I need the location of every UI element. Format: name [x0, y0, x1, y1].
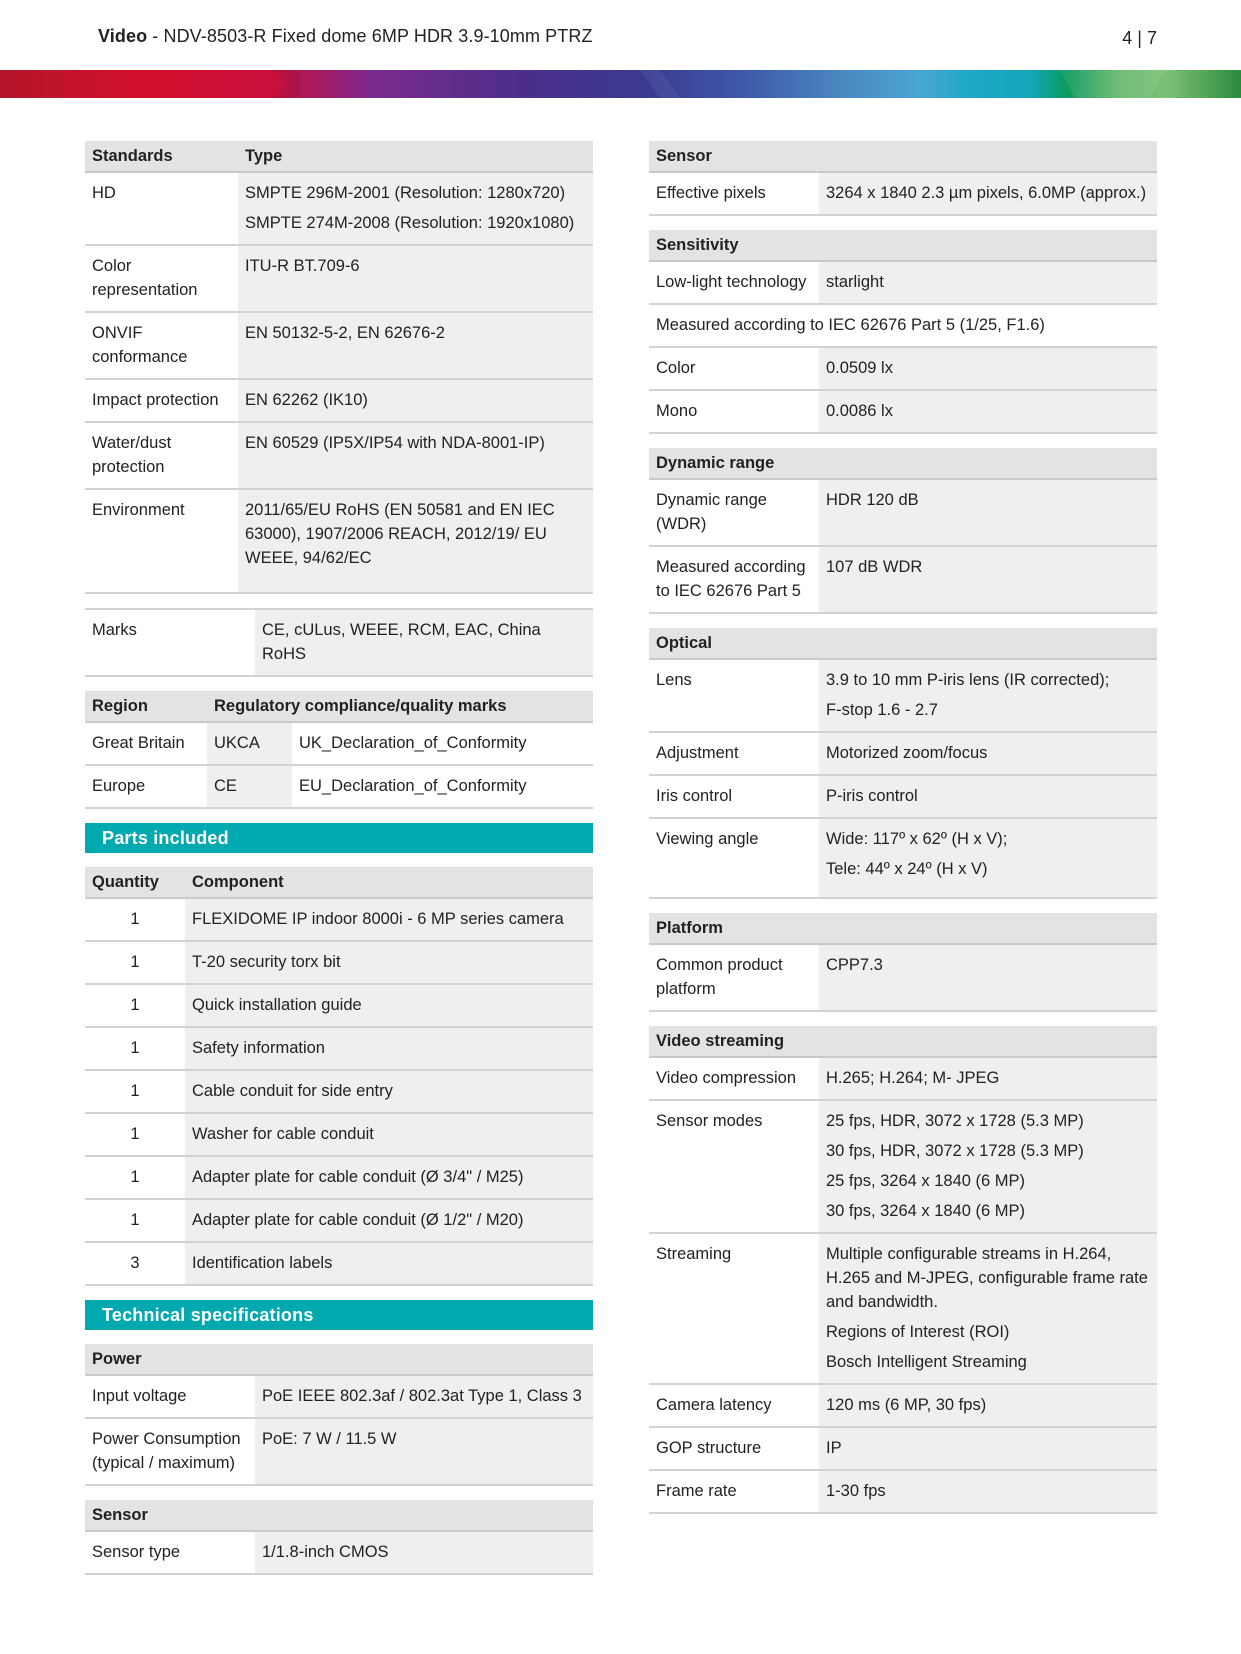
region-header: Region — [85, 691, 207, 722]
table-row — [85, 1027, 593, 1070]
parts-table — [85, 867, 593, 1286]
table-cell-label: HD — [85, 172, 238, 245]
table-row — [85, 1113, 593, 1156]
table-cell-label: Effective pixels — [649, 172, 819, 215]
table-cell-label: Low-light technology — [649, 261, 819, 304]
table-cell-label: 1 — [85, 1027, 185, 1070]
table-cell-label: 1 — [85, 898, 185, 941]
right-column — [649, 141, 1157, 1514]
table-cell-value: Quick installation guide — [185, 984, 593, 1027]
standards-header: Standards — [85, 141, 238, 172]
table-row — [649, 1233, 1157, 1384]
table-cell-value: Motorized zoom/focus — [819, 732, 1157, 775]
table-cell-value: 2011/65/EU RoHS (EN 50581 and EN IEC 63000), 1907/2006 REACH, 2012/19/ EU WEEE, 94/62/EC — [238, 489, 593, 593]
table-cell-label: 1 — [85, 1070, 185, 1113]
sensor-header: Sensor — [85, 1500, 593, 1531]
table-cell-label: Water/dust protection — [85, 422, 238, 489]
table-cell-value: Washer for cable conduit — [185, 1113, 593, 1156]
table-row — [85, 379, 593, 422]
table-row — [649, 1384, 1157, 1427]
table-cell-value: ITU-R BT.709-6 — [238, 245, 593, 312]
sensor-table — [649, 141, 1157, 216]
power-header: Power — [85, 1344, 593, 1375]
table-row — [649, 659, 1157, 732]
table-cell-label: Iris control — [649, 775, 819, 818]
marks-table — [85, 608, 593, 677]
table-cell-value: 25 fps, HDR, 3072 x 1728 (5.3 MP) 30 fps, HDR, 3072 x 1728 (5.3 MP) 25 fps, 3264 x 1840 (6 MP) 30 fps, 3264 x 1840 (6 MP) — [819, 1100, 1157, 1233]
table-row — [85, 898, 593, 941]
table-cell-label: Europe — [85, 765, 207, 808]
technical-specifications-heading: Technical specifications — [85, 1300, 593, 1330]
table-cell-value: Identification labels — [185, 1242, 593, 1285]
table-cell-label: EU_Declaration_of_Conformity — [292, 765, 593, 808]
compliance-header: Regulatory compliance/quality marks — [207, 691, 593, 722]
table-cell-value: Wide: 117º x 62º (H x V); Tele: 44º x 24º (H x V) — [819, 818, 1157, 898]
table-cell-label: Dynamic range (WDR) — [649, 479, 819, 546]
table-row — [85, 312, 593, 379]
table-cell-value: Multiple configurable streams in H.264, H.265 and M-JPEG, configurable frame rate and bandwidth. Regions of Interest (ROI) Bosch Intelligent Streaming — [819, 1233, 1157, 1384]
table-row — [85, 245, 593, 312]
table-cell-label: 3 — [85, 1242, 185, 1285]
parts-included-heading: Parts included — [85, 823, 593, 853]
table-cell-label: 1 — [85, 941, 185, 984]
table-cell-label: Mono — [649, 390, 819, 433]
left-column — [85, 141, 593, 1575]
table-row — [649, 1427, 1157, 1470]
table-cell-label: Input voltage — [85, 1375, 255, 1418]
table-cell-value: 0.0086 lx — [819, 390, 1157, 433]
table-cell-value: Safety information — [185, 1027, 593, 1070]
table-cell-label: Color — [649, 347, 819, 390]
table-row — [649, 732, 1157, 775]
table-row — [85, 1418, 593, 1485]
page-number: 4 | 7 — [1122, 28, 1157, 48]
table-cell-label: Environment — [85, 489, 238, 593]
table-cell-value: 0.0509 lx — [819, 347, 1157, 390]
table-cell-value: 3264 x 1840 2.3 µm pixels, 6.0MP (approx.) — [819, 172, 1157, 215]
table-cell-label: UK_Declaration_of_Conformity — [292, 722, 593, 765]
table-cell-label: Measured according to IEC 62676 Part 5 — [649, 546, 819, 613]
table-cell-label: Streaming — [649, 1233, 819, 1384]
table-row — [85, 1070, 593, 1113]
table-cell-label: Adjustment — [649, 732, 819, 775]
table-row — [85, 765, 593, 808]
region-table — [85, 691, 593, 809]
table-row — [85, 1375, 593, 1418]
table-cell-value: CE, cULus, WEEE, RCM, EAC, China RoHS — [255, 609, 593, 676]
table-cell-value: EN 50132-5-2, EN 62676-2 — [238, 312, 593, 379]
table-cell-label: GOP structure — [649, 1427, 819, 1470]
table-row — [649, 172, 1157, 215]
table-cell-label: Lens — [649, 659, 819, 732]
sensitivity-header: Sensitivity — [649, 230, 1157, 261]
type-header: Type — [238, 141, 593, 172]
table-row — [649, 304, 1157, 347]
table-cell-value: 107 dB WDR — [819, 546, 1157, 613]
platform-table — [649, 913, 1157, 1012]
component-header: Component — [185, 867, 593, 898]
video-streaming-header: Video streaming — [649, 1026, 1157, 1057]
table-row — [85, 984, 593, 1027]
table-cell-value: starlight — [819, 261, 1157, 304]
table-cell-value: HDR 120 dB — [819, 479, 1157, 546]
sensor-type-table — [85, 1500, 593, 1575]
optical-table — [649, 628, 1157, 899]
table-cell-value: PoE IEEE 802.3af / 802.3at Type 1, Class 3 — [255, 1375, 593, 1418]
brand-color-band — [0, 70, 1241, 98]
table-row — [649, 546, 1157, 613]
table-cell-label: Power Consumption (typical / maximum) — [85, 1418, 255, 1485]
table-cell-value: PoE: 7 W / 11.5 W — [255, 1418, 593, 1485]
table-cell-label: ONVIF conformance — [85, 312, 238, 379]
table-row — [85, 609, 593, 676]
table-row — [85, 172, 593, 245]
sensor-header: Sensor — [649, 141, 1157, 172]
table-cell-label: Frame rate — [649, 1470, 819, 1513]
optical-header: Optical — [649, 628, 1157, 659]
sensitivity-table — [649, 230, 1157, 434]
table-cell-value: H.265; H.264; M- JPEG — [819, 1057, 1157, 1100]
table-cell-value: CE — [207, 765, 292, 808]
table-row — [649, 347, 1157, 390]
power-table — [85, 1344, 593, 1486]
document-title: Video - NDV-8503-R Fixed dome 6MP HDR 3.9-10mm PTRZ — [98, 26, 593, 46]
table-cell-label: 1 — [85, 1156, 185, 1199]
table-row — [85, 1156, 593, 1199]
platform-header: Platform — [649, 913, 1157, 944]
table-cell-label: Sensor type — [85, 1531, 255, 1574]
table-cell-value: FLEXIDOME IP indoor 8000i - 6 MP series camera — [185, 898, 593, 941]
table-row — [85, 489, 593, 593]
table-cell-value: P-iris control — [819, 775, 1157, 818]
dynamic-range-table — [649, 448, 1157, 614]
table-cell-label: Impact protection — [85, 379, 238, 422]
table-row — [649, 390, 1157, 433]
table-row — [85, 1242, 593, 1285]
table-cell-label: Viewing angle — [649, 818, 819, 898]
table-cell-label: 1 — [85, 984, 185, 1027]
table-row — [649, 1057, 1157, 1100]
table-cell-label: Camera latency — [649, 1384, 819, 1427]
table-cell-value: Adapter plate for cable conduit (Ø 3/4" / M25) — [185, 1156, 593, 1199]
table-cell-label: Great Britain — [85, 722, 207, 765]
table-cell-label: Video compression — [649, 1057, 819, 1100]
table-cell-label: Common product platform — [649, 944, 819, 1011]
table-row — [649, 1100, 1157, 1233]
table-row — [649, 261, 1157, 304]
table-cell-value: Adapter plate for cable conduit (Ø 1/2" / M20) — [185, 1199, 593, 1242]
table-cell-value: EN 60529 (IP5X/IP54 with NDA-8001-IP) — [238, 422, 593, 489]
table-row — [85, 941, 593, 984]
table-cell-label: 1 — [85, 1113, 185, 1156]
table-row — [85, 1531, 593, 1574]
table-row — [649, 479, 1157, 546]
quantity-header: Quantity — [85, 867, 185, 898]
table-cell-value: UKCA — [207, 722, 292, 765]
standards-table — [85, 141, 593, 594]
table-cell-value: CPP7.3 — [819, 944, 1157, 1011]
table-cell-label: Measured according to IEC 62676 Part 5 (1/25, F1.6) — [649, 304, 1157, 347]
table-cell-value: SMPTE 296M-2001 (Resolution: 1280x720) SMPTE 274M-2008 (Resolution: 1920x1080) — [238, 172, 593, 245]
table-row — [649, 1470, 1157, 1513]
table-cell-value: Cable conduit for side entry — [185, 1070, 593, 1113]
table-cell-value: 1-30 fps — [819, 1470, 1157, 1513]
table-cell-label: Color representation — [85, 245, 238, 312]
table-cell-value: 1/1.8-inch CMOS — [255, 1531, 593, 1574]
table-cell-value: 120 ms (6 MP, 30 fps) — [819, 1384, 1157, 1427]
table-cell-label: Marks — [85, 609, 255, 676]
table-row — [85, 1199, 593, 1242]
table-row — [85, 422, 593, 489]
table-cell-label: 1 — [85, 1199, 185, 1242]
video-streaming-table — [649, 1026, 1157, 1514]
dynamic-range-header: Dynamic range — [649, 448, 1157, 479]
table-cell-value: T-20 security torx bit — [185, 941, 593, 984]
table-row — [85, 722, 593, 765]
table-cell-label: Sensor modes — [649, 1100, 819, 1233]
table-cell-value: 3.9 to 10 mm P-iris lens (IR corrected); F-stop 1.6 - 2.7 — [819, 659, 1157, 732]
table-row — [649, 775, 1157, 818]
table-cell-value: EN 62262 (IK10) — [238, 379, 593, 422]
table-row — [649, 944, 1157, 1011]
table-cell-value: IP — [819, 1427, 1157, 1470]
table-row — [649, 818, 1157, 898]
